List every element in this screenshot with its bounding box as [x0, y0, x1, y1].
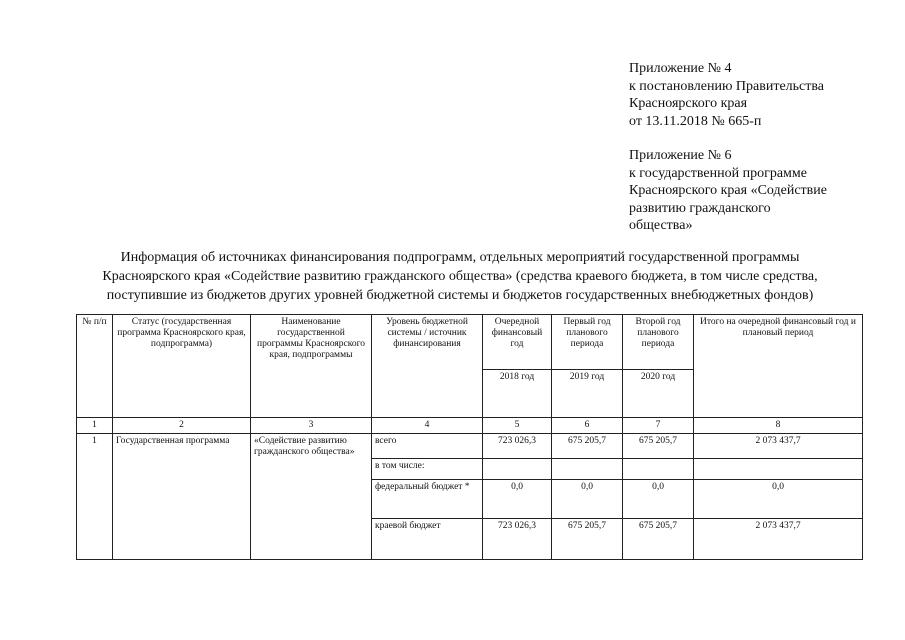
header-year-2-label: Первый год планового периода — [563, 317, 611, 349]
financing-table — [76, 314, 863, 560]
header-year-1-value: 2018 год — [483, 369, 551, 385]
header-year-1 — [483, 315, 552, 418]
header-year-3 — [623, 315, 694, 418]
appendix-4-line: Приложение № 4 — [629, 61, 732, 76]
row-y1-value: 723 026,3 — [483, 434, 552, 459]
appendix-6-line: Приложение № 6 — [629, 148, 732, 163]
document-title — [60, 248, 860, 305]
row-y1-value — [483, 459, 552, 480]
column-number: 2 — [113, 418, 251, 434]
column-number: 8 — [694, 418, 863, 434]
document-title-line: поступившие из бюджетов других уровней бюджетной системы и бюджетов государственных внебюджетных фондов) — [106, 288, 814, 303]
appendix-4-block — [629, 60, 824, 130]
column-number: 4 — [372, 418, 483, 434]
row-level-label: федеральный бюджет * — [372, 480, 483, 519]
appendix-6-line: общества» — [629, 218, 693, 233]
row-y2-value — [552, 459, 623, 480]
row-level-label: всего — [372, 434, 483, 459]
row-y3-value: 675 205,7 — [623, 519, 694, 560]
header-row — [77, 315, 863, 418]
header-status: Статус (государственная программа Красноярского края, подпрограмма) — [113, 315, 251, 418]
column-number-row — [77, 418, 863, 434]
row-y2-value: 675 205,7 — [552, 434, 623, 459]
row-level-label: в том числе: — [372, 459, 483, 480]
appendix-4-line: от 13.11.2018 № 665-п — [629, 113, 762, 129]
table-row — [77, 434, 863, 459]
row-level-label: краевой бюджет — [372, 519, 483, 560]
header-year-2-value: 2019 год — [552, 369, 622, 385]
row-y3-value: 675 205,7 — [623, 434, 694, 459]
header-num: № п/п — [77, 315, 113, 418]
header-total: Итого на очередной финансовый год и плановый период — [694, 315, 863, 418]
row-y2-value: 675 205,7 — [552, 519, 623, 560]
row-total-value — [694, 459, 863, 480]
header-level: Уровень бюджетной системы / источник финансирования — [372, 315, 483, 418]
document-title-line: Информация об источниках финансирования подпрограмм, отдельных мероприятий государственной программы — [120, 250, 800, 265]
header-year-3-label: Второй год планового периода — [635, 317, 681, 349]
column-number: 5 — [483, 418, 552, 434]
appendix-6-line: развитию гражданского — [629, 200, 771, 216]
document-title-line: Красноярского края «Содействие развитию гражданского общества» (средства краевого бюджета, в том числе средства, — [102, 269, 818, 284]
header-year-3-value: 2020 год — [623, 369, 693, 385]
row-status: Государственная программа — [113, 434, 251, 560]
header-name: Наименование государственной программы Красноярского края, подпрограммы — [251, 315, 372, 418]
row-y1-value: 723 026,3 — [483, 519, 552, 560]
row-y3-value: 0,0 — [623, 480, 694, 519]
row-y1-value: 0,0 — [483, 480, 552, 519]
column-number: 6 — [552, 418, 623, 434]
column-number: 3 — [251, 418, 372, 434]
appendix-4-line: к постановлению Правительства — [629, 78, 825, 94]
header-year-2 — [552, 315, 623, 418]
row-y3-value — [623, 459, 694, 480]
column-number: 7 — [623, 418, 694, 434]
row-num: 1 — [77, 434, 113, 560]
row-total-value: 2 073 437,7 — [694, 434, 863, 459]
row-program-name: «Содействие развитию гражданского общества» — [251, 434, 372, 560]
appendix-4-line: Красноярского края — [629, 96, 748, 111]
row-total-value: 0,0 — [694, 480, 863, 519]
appendix-6-line: Красноярского края «Содействие — [629, 183, 827, 198]
appendix-6-line: к государственной программе — [629, 165, 807, 181]
row-y2-value: 0,0 — [552, 480, 623, 519]
column-number: 1 — [77, 418, 113, 434]
row-total-value: 2 073 437,7 — [694, 519, 863, 560]
header-year-1-label: Очередной финансовый год — [491, 317, 543, 349]
appendix-6-block — [629, 147, 827, 235]
